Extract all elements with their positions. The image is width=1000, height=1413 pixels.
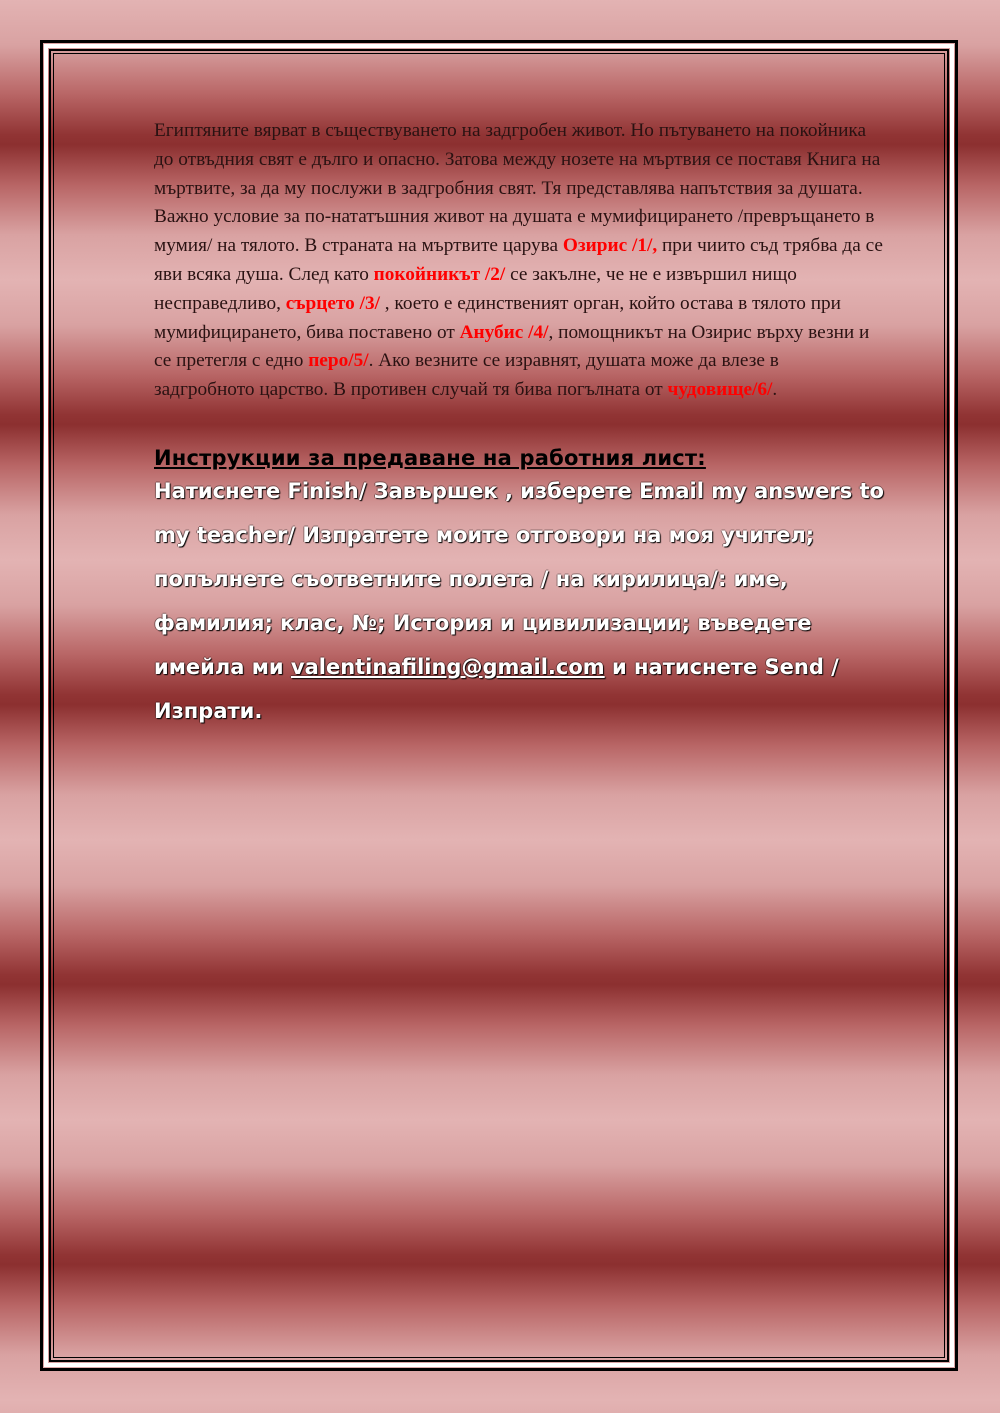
- answer-4: Анубис /4/: [459, 321, 549, 343]
- story-text-7: .: [772, 379, 778, 401]
- story-paragraph: [154, 117, 884, 405]
- story-text-3: се закълне, че не е извършил нищо несправедливо,: [154, 263, 797, 314]
- instructions-body: [154, 469, 884, 733]
- answer-1: Озирис /1/,: [562, 235, 658, 257]
- submission-instructions: [154, 443, 884, 733]
- answer-6: чудовище/6/: [667, 379, 773, 401]
- instructions-heading: Инструкции за предаване на работния лист:: [154, 445, 706, 470]
- story-text-2: при чиито съд трябва да се яви всяка душа. След като: [154, 235, 883, 285]
- teacher-email-link[interactable]: valentinafiling@gmail.com: [290, 654, 605, 679]
- story-text-4: , което е единственият орган, който остава в тялото при мумифицирането, бива поставено от: [154, 292, 841, 343]
- answer-2: покойникът /2/: [373, 263, 506, 285]
- instructions-text-end: и натиснете Send / Изпрати.: [154, 654, 839, 723]
- answer-3: сърцето /3/: [285, 292, 380, 314]
- story-text-1: Египтяните вярват в съществуването на задгробен живот. Но пътуването на покойника до отвъдния свят е дълго и опасно. Затова между нозете на мъртвия се поставя Книга на мъртвите, за да му послужи в задгробния свят. Тя представлява напътствия за душата. Важно условие за по-нататъшния живот на душата е мумифицирането /превръщането в мумия/ на тялото. В страната на мъртвите царува: [154, 120, 881, 257]
- instructions-text: Натиснете Finish/ Завършек , изберете Email my answers to my teacher/ Изпратете моите отговори на моя учител; попълнете съответните полета / на кирилица/: име, фамилия; клас, №; История и цивилизации; въведете имейла ми: [154, 478, 884, 679]
- answer-5: перо/5/: [308, 350, 369, 372]
- story-text-6: . Ако везните се изравнят, душата може да влезе в задгробното царство. В противен случай тя бива погълната от: [154, 350, 779, 401]
- worksheet-content: [154, 117, 884, 733]
- story-text-5: , помощникът на Озирис върху везни и се претегля с едно: [154, 321, 870, 372]
